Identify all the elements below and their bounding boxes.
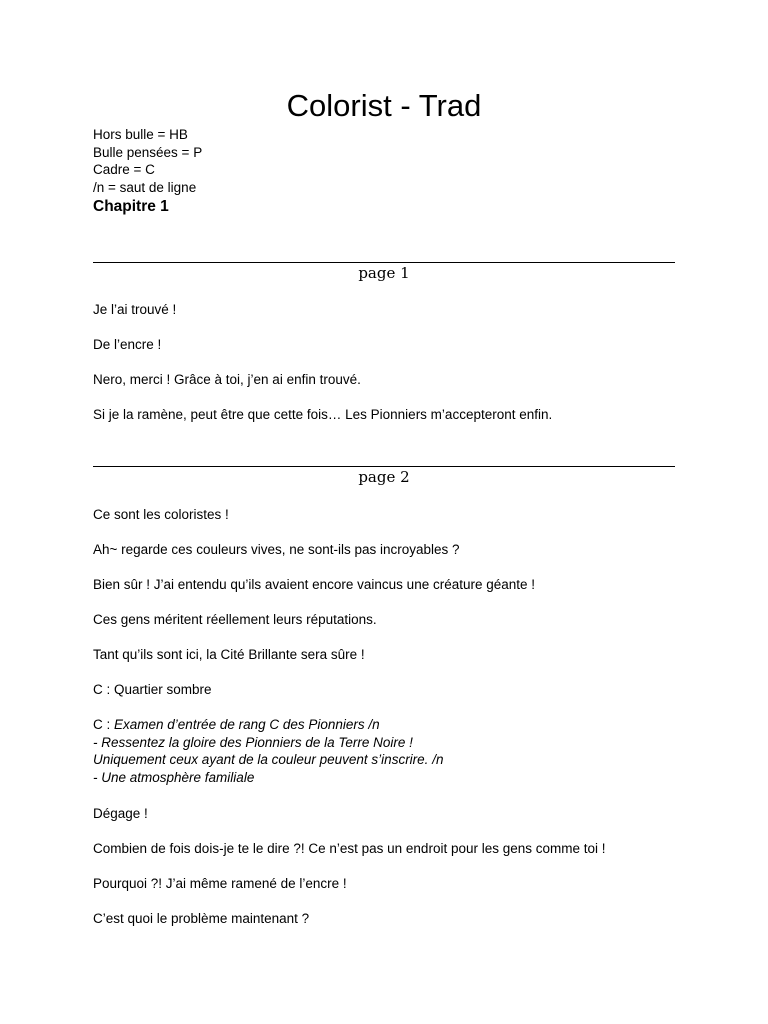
text-line: Nero, merci ! Grâce à toi, j’en ai enfin trouvé.	[93, 372, 361, 387]
frame-line: - Une atmosphère familiale	[93, 770, 255, 786]
text-line: De l’encre !	[93, 337, 162, 352]
legend	[93, 126, 202, 197]
text-line: Tant qu’ils sont ici, la Cité Brillante sera sûre !	[93, 647, 365, 662]
text-line: C’est quoi le problème maintenant ?	[93, 911, 310, 926]
frame-text	[93, 716, 443, 787]
frame-line: - Ressentez la gloire des Pionniers de la Terre Noire !	[93, 734, 413, 750]
text-line: Pourquoi ?! J’ai même ramené de l’encre !	[93, 876, 347, 891]
legend-item: Bulle pensées = P	[93, 144, 203, 160]
text-line: Dégage !	[93, 806, 148, 821]
page-label: page 1	[358, 264, 410, 282]
frame-line: Uniquement ceux ayant de la couleur peuvent s’inscrire. /n	[93, 752, 444, 768]
frame-line: Examen d’entrée de rang C des Pionniers /n	[114, 717, 380, 732]
text-line: Ah~ regarde ces couleurs vives, ne sont-ils pas incroyables ?	[93, 542, 460, 557]
text-line: C : Quartier sombre	[93, 682, 212, 697]
text-line: Combien de fois dois-je te le dire ?! Ce n’est pas un endroit pour les gens comme toi !	[93, 841, 606, 856]
text-line: Je l’ai trouvé !	[93, 302, 177, 317]
legend-item: Hors bulle = HB	[93, 127, 188, 142]
text-line: Bien sûr ! J’ai entendu qu’ils avaient encore vaincus une créature géante !	[93, 577, 536, 592]
legend-item: /n = saut de ligne	[93, 180, 197, 196]
document-title: Colorist - Trad	[286, 88, 482, 123]
text-line: Si je la ramène, peut être que cette fois… Les Pionniers m’accepteront enfin.	[93, 407, 553, 422]
legend-item: Cadre = C	[93, 162, 155, 178]
text-line: Ces gens méritent réellement leurs réputations.	[93, 612, 377, 627]
frame-prefix: C :	[93, 717, 115, 732]
text-line: Ce sont les coloristes !	[93, 507, 229, 522]
page-label: page 2	[358, 468, 410, 486]
chapter-heading: Chapitre 1	[93, 198, 169, 215]
